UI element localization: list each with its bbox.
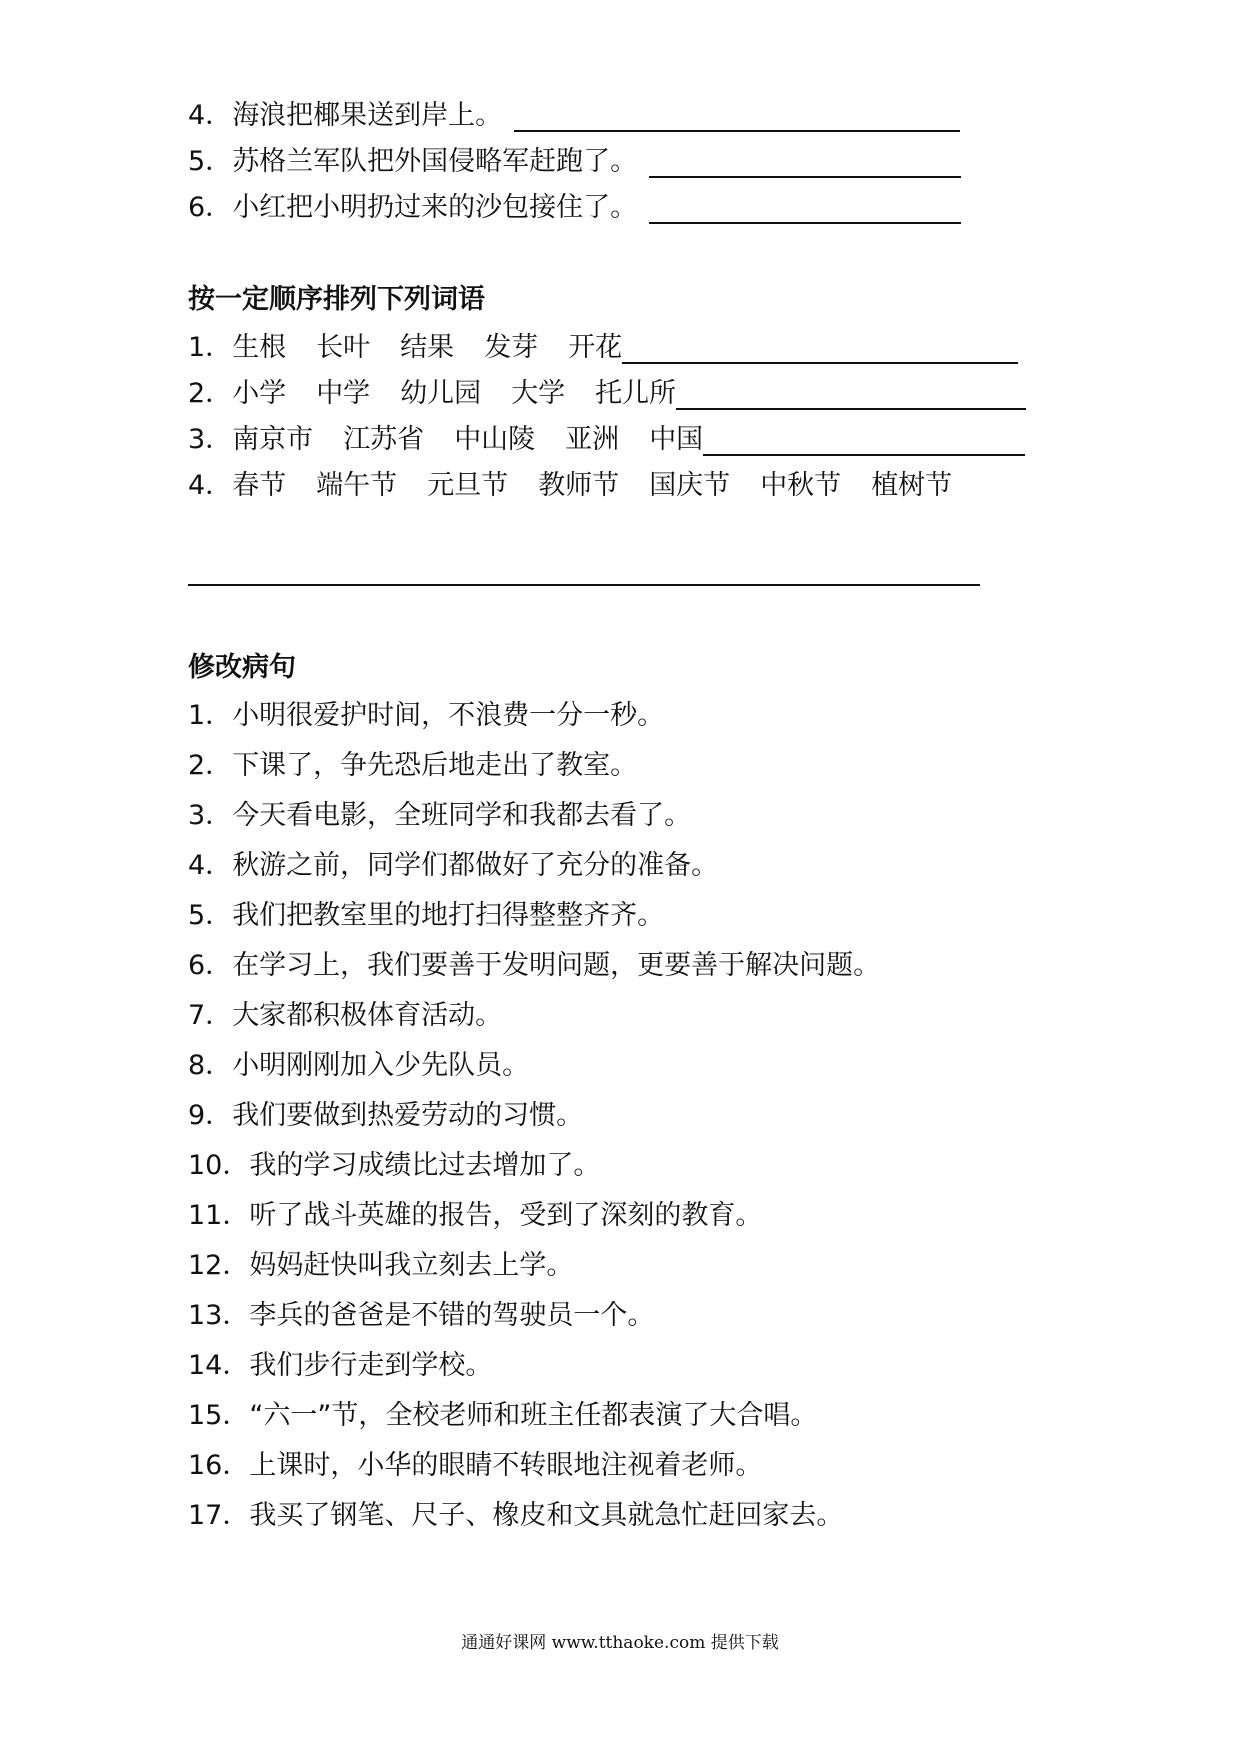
- footer-credit: 通通好课网 www.tthaoke.com 提供下载: [461, 1633, 779, 1653]
- item-text: 听了战斗英雄的报告，受到了深刻的教育。: [249, 1200, 763, 1231]
- answer-blank[interactable]: [649, 192, 961, 224]
- item-text: 我的学习成绩比过去增加了。: [249, 1150, 601, 1181]
- word: 中学: [316, 378, 371, 409]
- item-text: 小红把小明扔过来的沙包接住了。: [232, 192, 638, 223]
- answer-blank[interactable]: [676, 378, 1026, 410]
- item-number: 1．: [188, 332, 233, 363]
- order-item-2: [188, 374, 1026, 414]
- fix-item: [188, 1396, 817, 1436]
- item-number: 14．: [188, 1350, 250, 1381]
- item-text: 秋游之前，同学们都做好了充分的准备。: [232, 850, 719, 881]
- item-number: 13．: [188, 1300, 250, 1331]
- item-text: 今天看电影，全班同学和我都去看了。: [232, 800, 692, 831]
- item-number: 4．: [188, 470, 233, 501]
- item-text: 我们把教室里的地打扫得整整齐齐。: [232, 900, 665, 931]
- word: 国庆节: [649, 470, 731, 501]
- item-text: 在学习上，我们要善于发明问题，更要善于解决问题。: [232, 950, 881, 981]
- item-text: 大家都积极体育活动。: [232, 1000, 503, 1031]
- word: 亚洲: [565, 424, 620, 455]
- word: 南京市: [232, 424, 314, 455]
- item-number: 6．: [188, 950, 233, 981]
- word: 小学: [232, 378, 287, 409]
- fill-item-6: [188, 188, 961, 228]
- word: 中山陵: [454, 424, 536, 455]
- section-heading-order: 按一定顺序排列下列词语: [188, 284, 485, 315]
- fix-item: [188, 1346, 492, 1386]
- item-number: 16．: [188, 1450, 250, 1481]
- fix-item: [188, 896, 664, 936]
- section-heading-fix: 修改病句: [188, 652, 296, 683]
- word: 发芽: [484, 332, 539, 363]
- item-number: 8．: [188, 1050, 233, 1081]
- item-text: 妈妈赶快叫我立刻去上学。: [249, 1250, 574, 1281]
- word: 生根: [232, 332, 287, 363]
- answer-blank-long[interactable]: [188, 584, 980, 586]
- order-item-1: [188, 328, 1018, 368]
- item-text: 下课了，争先恐后地走出了教室。: [232, 750, 638, 781]
- fill-item-5: [188, 142, 961, 182]
- item-number: 5．: [188, 900, 233, 931]
- item-text: “六一”节，全校老师和班主任都表演了大合唱。: [249, 1400, 818, 1431]
- item-text: 上课时，小华的眼睛不转眼地注视着老师。: [249, 1450, 763, 1481]
- item-text: 小明刚刚加入少先队员。: [232, 1050, 530, 1081]
- fill-item-4: [188, 96, 960, 136]
- item-text: 我们要做到热爱劳动的习惯。: [232, 1100, 584, 1131]
- item-number: 2．: [188, 378, 233, 409]
- fix-item: [188, 1146, 600, 1186]
- word: 结果: [400, 332, 455, 363]
- word: 端午节: [316, 470, 398, 501]
- word: 托儿所: [595, 378, 677, 409]
- word: 江苏省: [343, 424, 425, 455]
- item-number: 7．: [188, 1000, 233, 1031]
- fix-item: [188, 1296, 654, 1336]
- item-number: 17．: [188, 1500, 250, 1531]
- fix-item: [188, 1196, 762, 1236]
- item-number: 4．: [188, 850, 233, 881]
- answer-blank[interactable]: [514, 100, 960, 132]
- word: 长叶: [316, 332, 371, 363]
- word: 春节: [232, 470, 287, 501]
- item-text: 李兵的爸爸是不错的驾驶员一个。: [249, 1300, 655, 1331]
- word: 中秋节: [760, 470, 842, 501]
- item-number: 10．: [188, 1150, 250, 1181]
- fix-item: [188, 1246, 573, 1286]
- item-number: 4．: [188, 100, 233, 131]
- item-text: 我买了钢笔、尺子、橡皮和文具就急忙赶回家去。: [249, 1500, 844, 1531]
- item-text: 我们步行走到学校。: [249, 1350, 493, 1381]
- item-number: 12．: [188, 1250, 250, 1281]
- fix-item: [188, 996, 502, 1036]
- order-item-4: [188, 466, 952, 506]
- item-number: 3．: [188, 424, 233, 455]
- fix-item: [188, 1446, 762, 1486]
- item-number: 15．: [188, 1400, 250, 1431]
- fix-item: [188, 1046, 529, 1086]
- item-number: 2．: [188, 750, 233, 781]
- fix-item: [188, 746, 637, 786]
- order-item-3: [188, 420, 1025, 460]
- word: 教师节: [538, 470, 620, 501]
- fix-item: [188, 946, 880, 986]
- word: 中国: [649, 424, 704, 455]
- word: 幼儿园: [400, 378, 482, 409]
- fix-item: [188, 796, 691, 836]
- item-number: 11．: [188, 1200, 250, 1231]
- fix-item: [188, 846, 718, 886]
- item-text: 海浪把椰果送到岸上。: [232, 100, 503, 131]
- fix-item: [188, 696, 664, 736]
- item-number: 5．: [188, 146, 233, 177]
- fix-item: [188, 1096, 583, 1136]
- item-number: 9．: [188, 1100, 233, 1131]
- answer-blank[interactable]: [703, 424, 1025, 456]
- fix-item: [188, 1496, 843, 1536]
- item-number: 6．: [188, 192, 233, 223]
- item-text: 小明很爱护时间，不浪费一分一秒。: [232, 700, 665, 731]
- word: 开花: [568, 332, 623, 363]
- item-text: 苏格兰军队把外国侵略军赶跑了。: [232, 146, 638, 177]
- item-number: 1．: [188, 700, 233, 731]
- word: 植树节: [871, 470, 953, 501]
- item-number: 3．: [188, 800, 233, 831]
- word: 元旦节: [427, 470, 509, 501]
- word: 大学: [511, 378, 566, 409]
- answer-blank[interactable]: [649, 146, 961, 178]
- answer-blank[interactable]: [622, 332, 1018, 364]
